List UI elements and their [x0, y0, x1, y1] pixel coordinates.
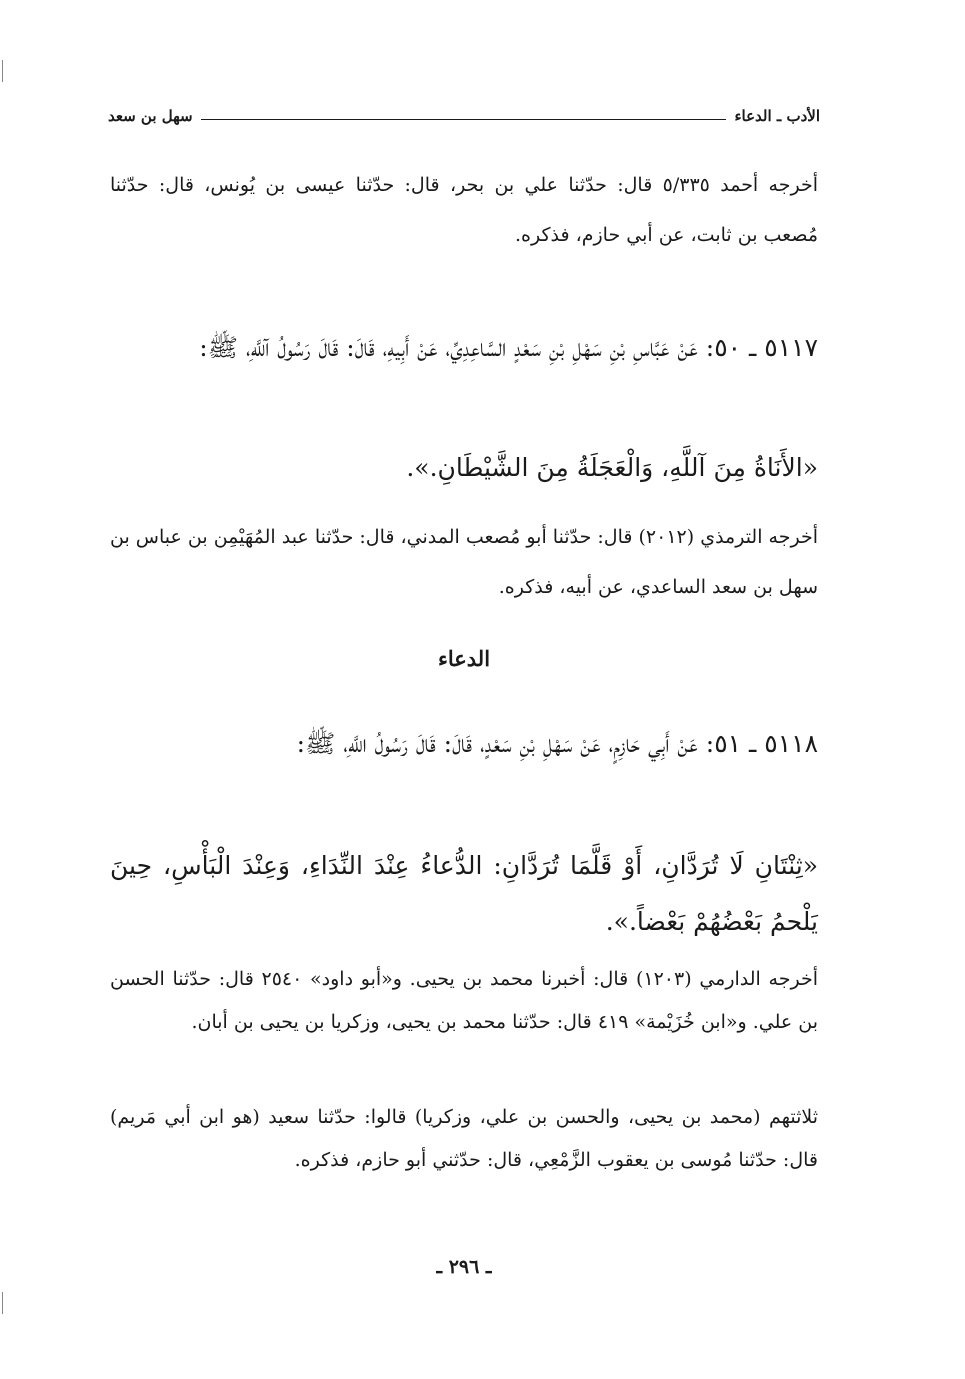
- scan-edge-mark-bottom: [2, 1292, 3, 1314]
- section-title: الدعاء: [437, 646, 491, 671]
- takhrij-paragraph-tirmidhi: أخرجه الترمذي (٢٠١٢) قال: حدّثنا أبو مُصعب المدني، قال: حدّثنا عبد المُهَيْمِن بن عباس بن سهل بن سعد الساعدي، عن أبيه، فذكره.: [110, 526, 818, 598]
- page-number: ـ ٢٩٦ ـ: [436, 1256, 492, 1278]
- hadith-5117-matn: «الأَنَاةُ مِنَ آللَّهِ، وَالْعَجَلَةُ مِنَ الشَّيْطَانِ.».: [406, 453, 818, 482]
- takhrij-paragraph-ahmad: أخرجه أحمد ٥/٣٣٥ قال: حدّثنا علي بن بحر، قال: حدّثنا عيسى بن يُونس، قال: حدّثنا مُصعب بن ثابت، عن أبي حازم، فذكره.: [110, 174, 818, 246]
- scan-edge-mark-top: [2, 60, 3, 82]
- header-rule: [201, 119, 727, 120]
- hadith-5118-matn: «ثِنْتَانِ لَا تُرَدَّانِ، أَوْ قَلَّمَا تُرَدَّانِ: الدُّعاءُ عِنْدَ النِّدَاءِ، وَعِنْدَ الْبَأْسِ، حِينَ يَلْحمُ بَعْضُهُمْ بَعْضاً.».: [110, 851, 818, 936]
- header-book-section: الأدب ـ الدعاء: [734, 107, 820, 125]
- takhrij-paragraph-darimi: أخرجه الدارمي (١٢٠٣) قال: أخبرنا محمد بن يحيى. و«أبو داود» ٢٥٤٠ قال: حدّثنا الحسن بن علي. و«ابن خُزَيْمة» ٤١٩ قال: حدّثنا محمد بن يحيى، وزكريا بن يحيى بن أبان.: [110, 968, 818, 1033]
- hadith-5117-isnad: ٥١١٧ ـ ٥٠: عَنْ عَبَّاسِ بْنِ سَهْلِ بْنِ سَعْدٍ السَّاعِدِيِّ، عَنْ أَبِيهِ، قَالَ: قَالَ رَسُولُ آللَّهِ، ﷺ:: [199, 333, 818, 362]
- hadith-5118-isnad: ٥١١٨ ـ ٥١: عَنْ أَبِي حَازِمٍ، عَنْ سَهْلِ بْنِ سَعْدٍ، قَالَ: قَالَ رَسُولُ اللَّهِ، ﷺ:: [296, 729, 818, 758]
- header-narrator: سهل بن سعد: [108, 107, 193, 125]
- running-header: [108, 96, 820, 136]
- takhrij-paragraph-common: ثلاثتهم (محمد بن يحيى، والحسن بن علي، وزكريا) قالوا: حدّثنا سعيد (هو ابن أبي مَريم) قال: حدّثنا مُوسى بن يعقوب الزَّمْعِي، قال: حدّثني أبو حازم، فذكره.: [110, 1106, 818, 1171]
